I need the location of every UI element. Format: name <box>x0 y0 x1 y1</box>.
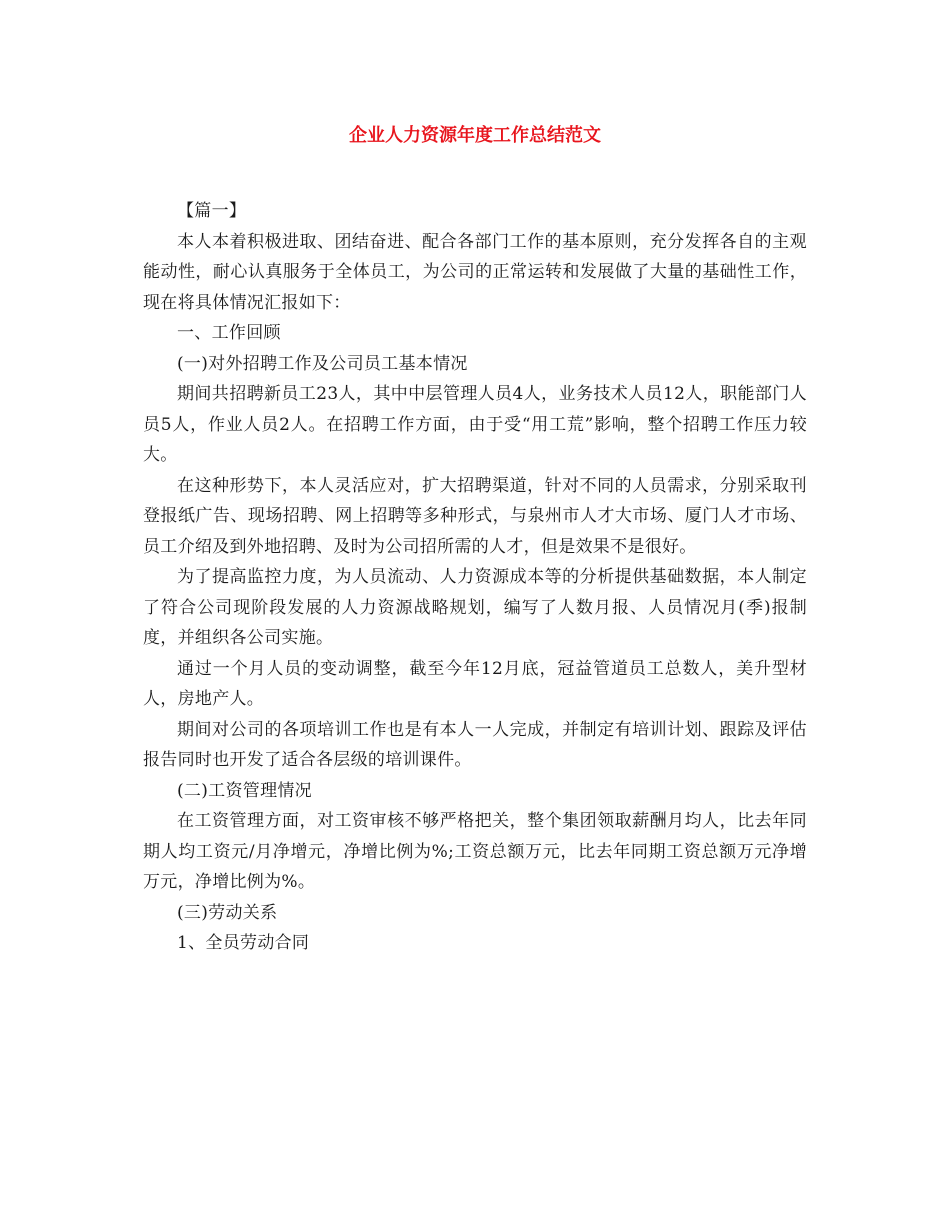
paragraph-staff-changes: 通过一个月人员的变动调整，截至今年12月底，冠益管道员工总数人，美升型材人，房地产人。 <box>143 658 807 709</box>
item-labor-contract: 1、全员劳动合同 <box>177 933 310 953</box>
subheading-labor-relations: (三)劳动关系 <box>177 902 278 923</box>
paragraph-training: 期间对公司的各项培训工作也是有本人一人完成，并制定有培训计划、跟踪及评估报告同时也开发了适合各层级的培训课件。 <box>143 719 807 770</box>
paragraph-monitoring: 为了提高监控力度，为人员流动、人力资源成本等的分析提供基础数据，本人制定了符合公司现阶段发展的人力资源战略规划，编写了人数月报、人员情况月(季)报制度，并组织各公司实施。 <box>143 567 807 648</box>
document-body <box>143 196 807 959</box>
subheading-salary: (二)工资管理情况 <box>177 780 312 801</box>
section-label: 【篇一】 <box>177 201 247 221</box>
paragraph-salary: 在工资管理方面，对工资审核不够严格把关，整个集团领取薪酬月均人，比去年同期人均工资元/月净增元，净增比例为%;工资总额万元，比去年同期工资总额万元净增万元，净增比例为%。 <box>143 811 807 892</box>
document-title: 企业人力资源年度工作总结范文 <box>349 125 601 146</box>
subheading-recruitment: (一)对外招聘工作及公司员工基本情况 <box>177 353 468 374</box>
intro-paragraph: 本人本着积极进取、团结奋进、配合各部门工作的基本原则，充分发挥各自的主观能动性，耐心认真服务于全体员工，为公司的正常运转和发展做了大量的基础性工作，现在将具体情况汇报如下： <box>143 231 807 313</box>
paragraph-recruitment-channels: 在这种形势下，本人灵活应对，扩大招聘渠道，针对不同的人员需求，分别采取刊登报纸广告、现场招聘、网上招聘等多种形式，与泉州市人才大市场、厦门人才市场、员工介绍及到外地招聘、及时为公司招所需的人才，但是效果不是很好。 <box>143 475 807 557</box>
paragraph-recruitment-stats: 期间共招聘新员工23人，其中中层管理人员4人，业务技术人员12人，职能部门人员5人，作业人员2人。在招聘工作方面，由于受“用工荒”影响，整个招聘工作压力较大。 <box>143 384 807 465</box>
heading-work-review: 一、工作回顾 <box>177 323 281 343</box>
